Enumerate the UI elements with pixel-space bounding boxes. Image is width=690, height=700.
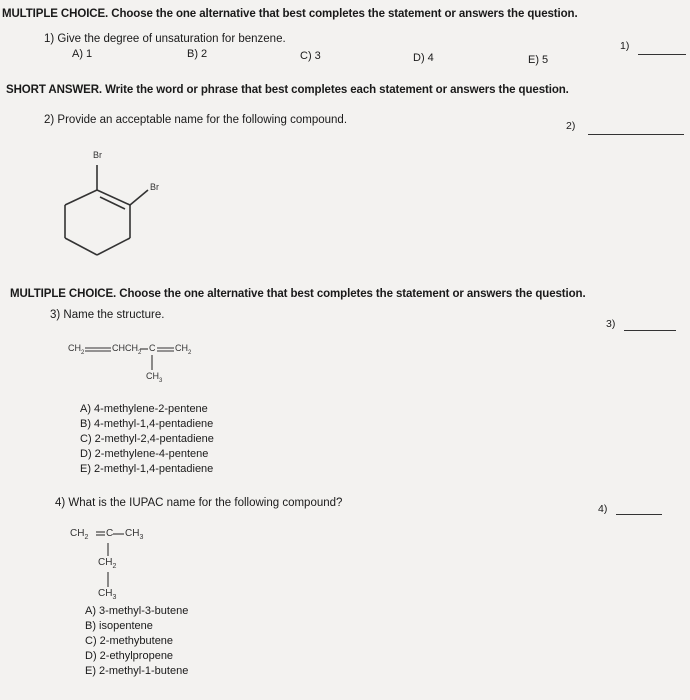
q4-ch2-mid-text: CH (98, 557, 113, 568)
q4-ch2-text: CH (70, 528, 85, 539)
q2-text: 2) Provide an acceptable name for the following compound. (44, 114, 348, 126)
q2-br-label-right: Br (150, 182, 159, 192)
q3-sub-right: 2 (188, 349, 192, 356)
q3-answer-number: 3) (606, 318, 616, 330)
q3-option-c[interactable]: C) 2-methyl-2,4-pentadiene (80, 433, 214, 445)
q4-option-a[interactable]: A) 3-methyl-3-butene (85, 605, 189, 617)
q3-ch-right: CH (175, 343, 188, 353)
mc2-header: MULTIPLE CHOICE. Choose the one alternative that best completes the statement or answers the question. (10, 288, 586, 300)
q4-sub-ch3-top: 3 (139, 534, 144, 541)
q4-sub-ch2-mid: 2 (112, 563, 117, 570)
q3-ch-left: CH (68, 343, 81, 353)
q3-sub-ch3: 3 (159, 377, 163, 384)
q3-option-d[interactable]: D) 2-methylene-4-pentene (80, 448, 209, 460)
q4-text: 4) What is the IUPAC name for the following compound? (55, 497, 343, 509)
q4-ch3-bottom-text: CH (98, 588, 113, 599)
q3-sub-left: 2 (81, 349, 85, 356)
q4-option-d[interactable]: D) 2-ethylpropene (85, 650, 174, 662)
q1-option-d[interactable]: D) 4 (413, 52, 434, 64)
q1-option-e[interactable]: E) 5 (528, 54, 549, 66)
q3-ch3: CH (146, 371, 159, 381)
q4-sub-ch2: 2 (84, 534, 89, 541)
q1-option-a[interactable]: A) 1 (72, 48, 93, 60)
q3-option-e[interactable]: E) 2-methyl-1,4-pentadiene (80, 463, 214, 475)
q2-br-label-top: Br (93, 150, 102, 160)
q4-option-e[interactable]: E) 2-methyl-1-butene (85, 665, 189, 677)
q1-text: 1) Give the degree of unsaturation for benzene. (44, 33, 286, 45)
q3-chch: CHCH (112, 343, 138, 353)
q4-ch3-top-text: CH (125, 528, 140, 539)
q4-option-b[interactable]: B) isopentene (85, 620, 153, 632)
q4-answer-number: 4) (598, 503, 608, 515)
q3-option-b[interactable]: B) 4-methyl-1,4-pentadiene (80, 418, 214, 430)
q1-option-b[interactable]: B) 2 (187, 48, 208, 60)
q4-option-c[interactable]: C) 2-methybutene (85, 635, 174, 647)
q2-answer-number: 2) (566, 120, 576, 132)
q1-option-c[interactable]: C) 3 (300, 50, 321, 62)
q4-sub-ch3-bottom: 3 (112, 594, 117, 601)
q1-answer-number: 1) (620, 40, 630, 52)
q4-formula-c: C (106, 528, 114, 539)
q3-text: 3) Name the structure. (50, 309, 165, 321)
mc1-header: MULTIPLE CHOICE. Choose the one alternative that best completes the statement or answers the question. (2, 8, 578, 20)
sa-header: SHORT ANSWER. Write the word or phrase that best completes each statement or answers the question. (6, 84, 569, 96)
q3-option-a[interactable]: A) 4-methylene-2-pentene (80, 403, 208, 415)
q3-formula-c: C (149, 343, 156, 353)
q3-sub-mid: 2 (138, 349, 142, 356)
